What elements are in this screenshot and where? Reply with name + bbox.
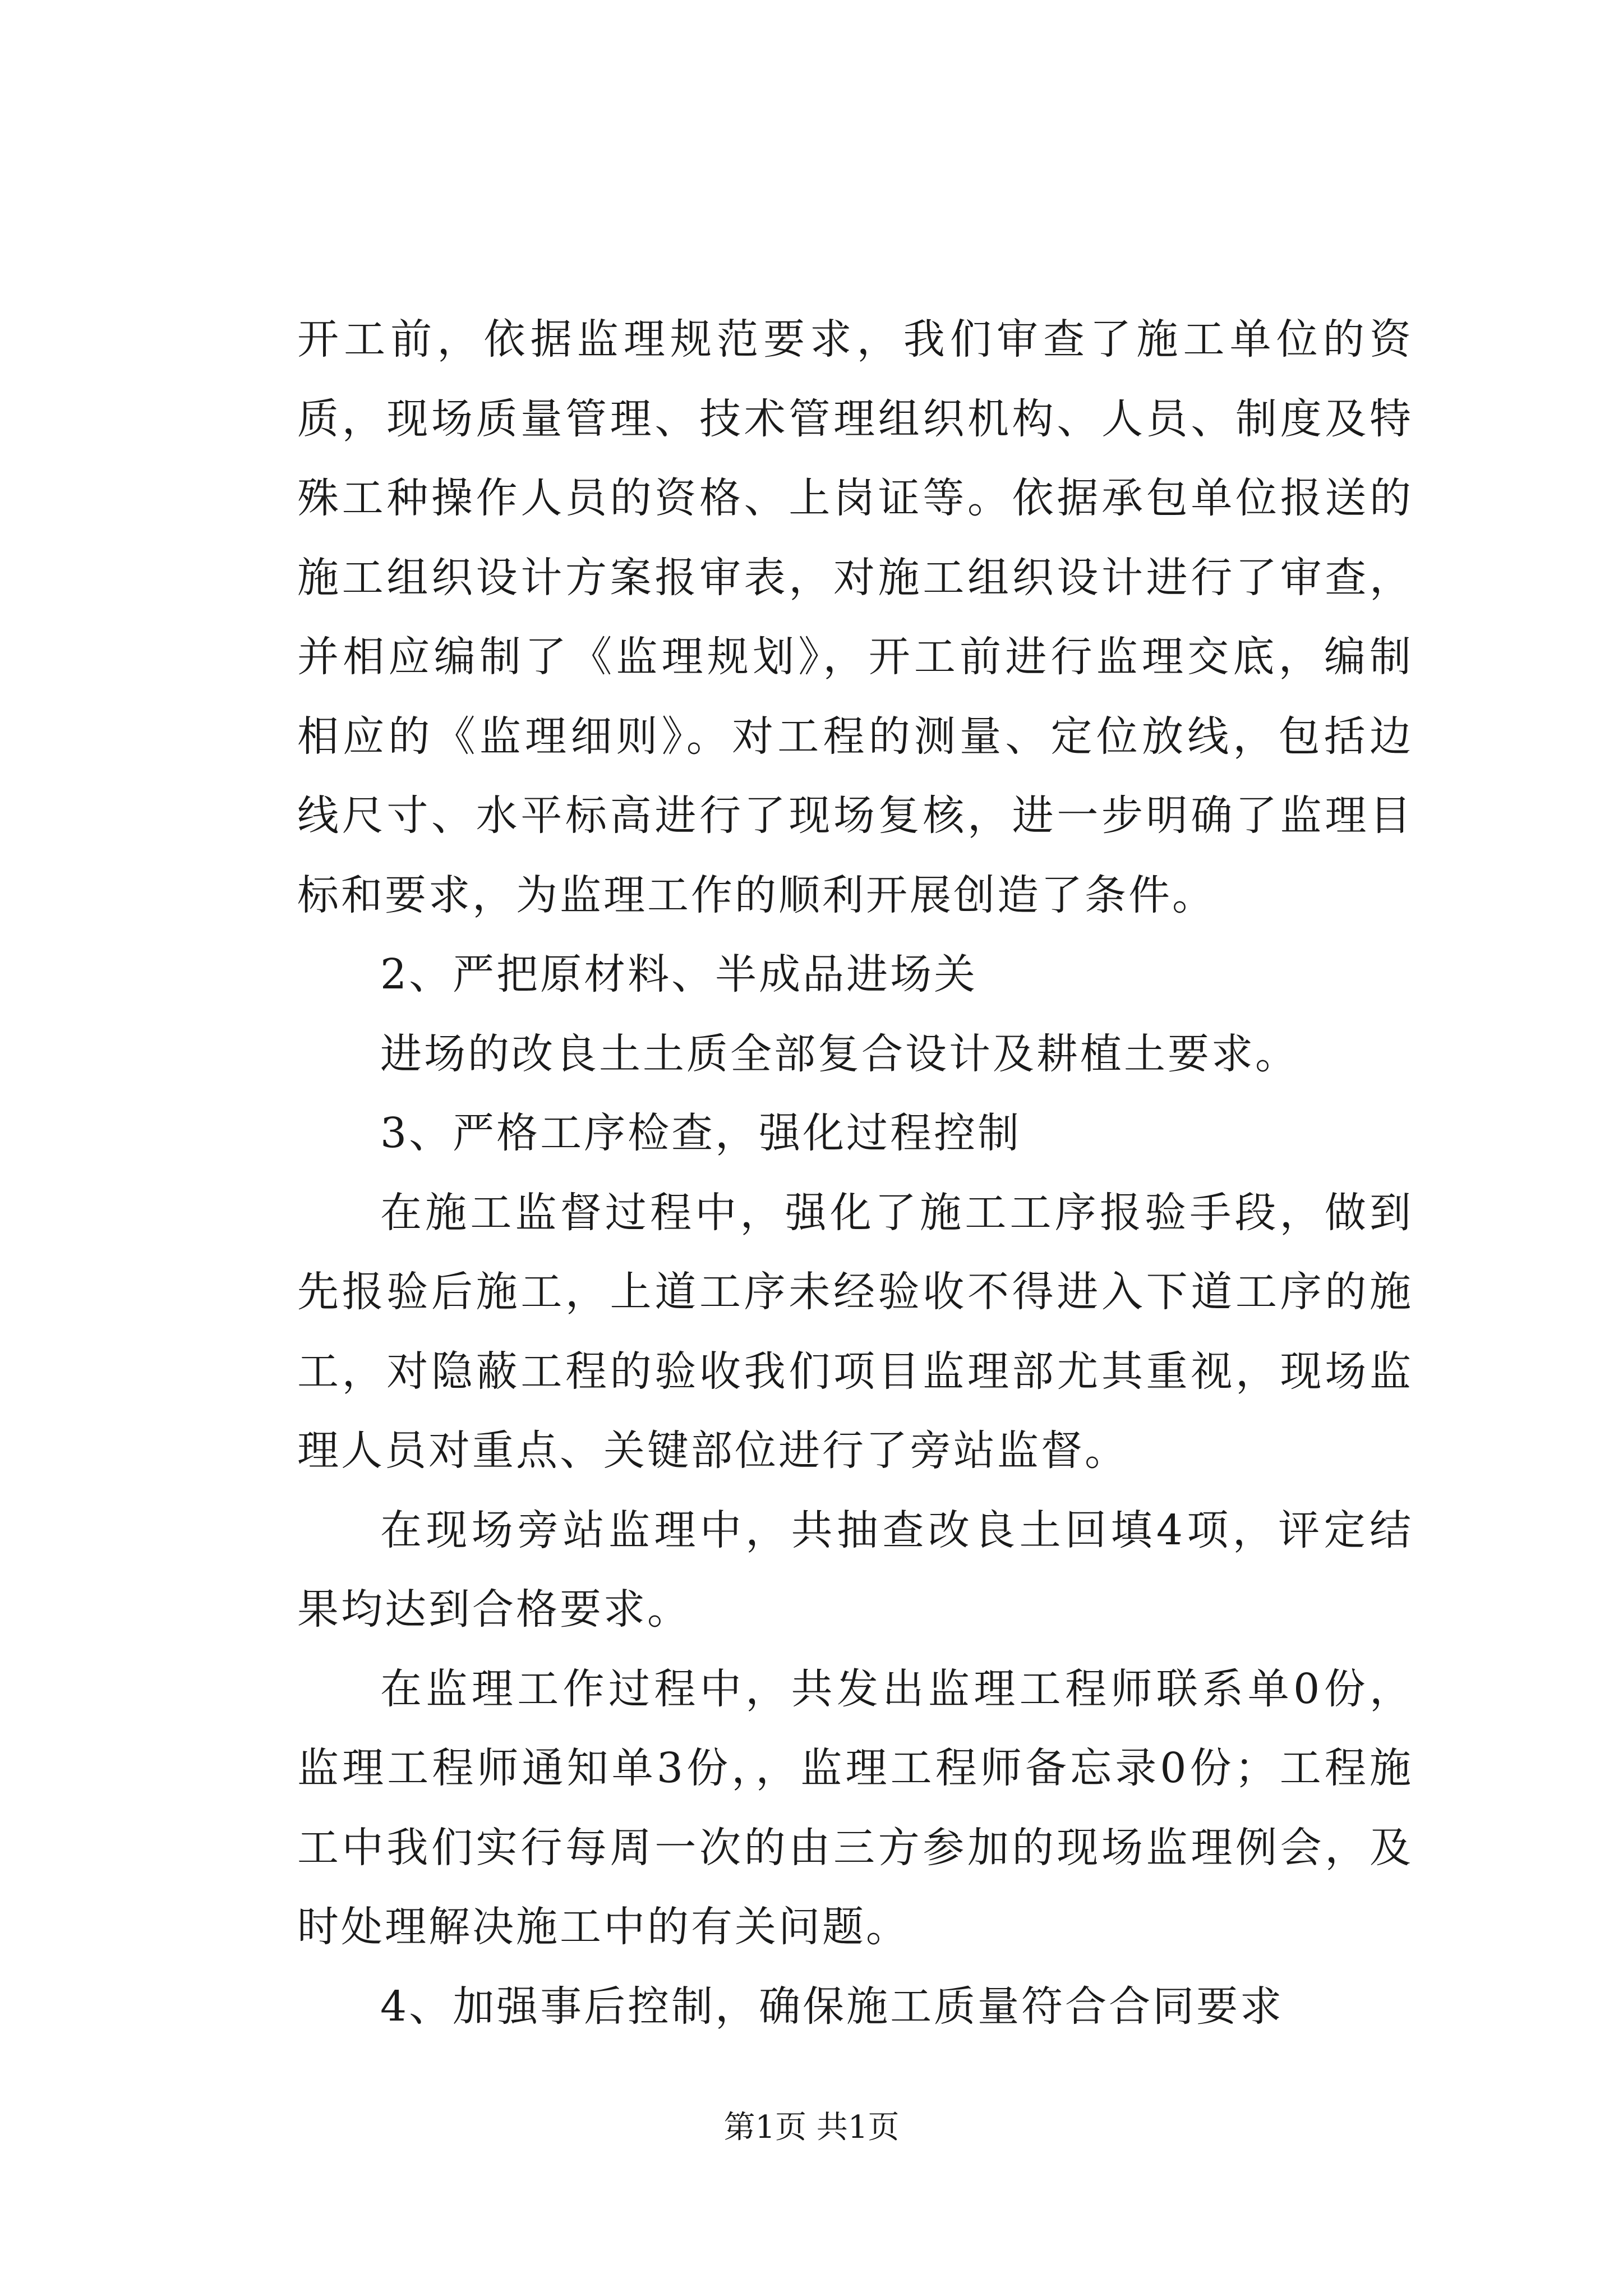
paragraph-supervision-process: 在施工监督过程中，强化了施工工序报验手段，做到先报验后施工，上道工序未经验收不得进入下道工序的施工，对隐蔽工程的验收我们项目监理部尤其重视，现场监理人员对重点、关键部位进行了旁站监督。	[297, 1188, 1413, 1475]
document-body	[297, 300, 1413, 2046]
paragraph-notices-meetings: 在监理工作过程中，共发出监理工程师联系单0份，监理工程师通知单3份，，监理工程师备忘录0份；工程施工中我们实行每周一次的由三方参加的现场监理例会，及时处理解决施工中的有关问题。	[297, 1664, 1413, 1951]
paragraph-site-preparation: 开工前，依据监理规范要求，我们审查了施工单位的资质，现场质量管理、技术管理组织机构、人员、制度及特殊工种操作人员的资格、上岗证等。依据承包单位报送的施工组织设计方案报审表，对施工组织设计进行了审查，并相应编制了《监理规划》，开工前进行监理交底，编制相应的《监理细则》。对工程的测量、定位放线，包括边线尺寸、水平标高进行了现场复核，进一步明确了监理目标和要求，为监理工作的顺利开展创造了条件。	[297, 315, 1413, 919]
heading-process-control: 3、严格工序检查，强化过程控制	[380, 1109, 1022, 1157]
heading-material-control: 2、严把原材料、半成品进场关	[380, 950, 978, 999]
heading-post-control: 4、加强事后控制，确保施工质量符合合同要求	[380, 1982, 1284, 2031]
paragraph-soil-quality: 进场的改良土土质全部复合设计及耕植土要求。	[380, 1029, 1299, 1078]
page-number-footer: 第1页 共1页	[723, 2109, 900, 2146]
paragraph-spot-checks: 在现场旁站监理中，共抽查改良土回填4项，评定结果均达到合格要求。	[297, 1506, 1413, 1634]
